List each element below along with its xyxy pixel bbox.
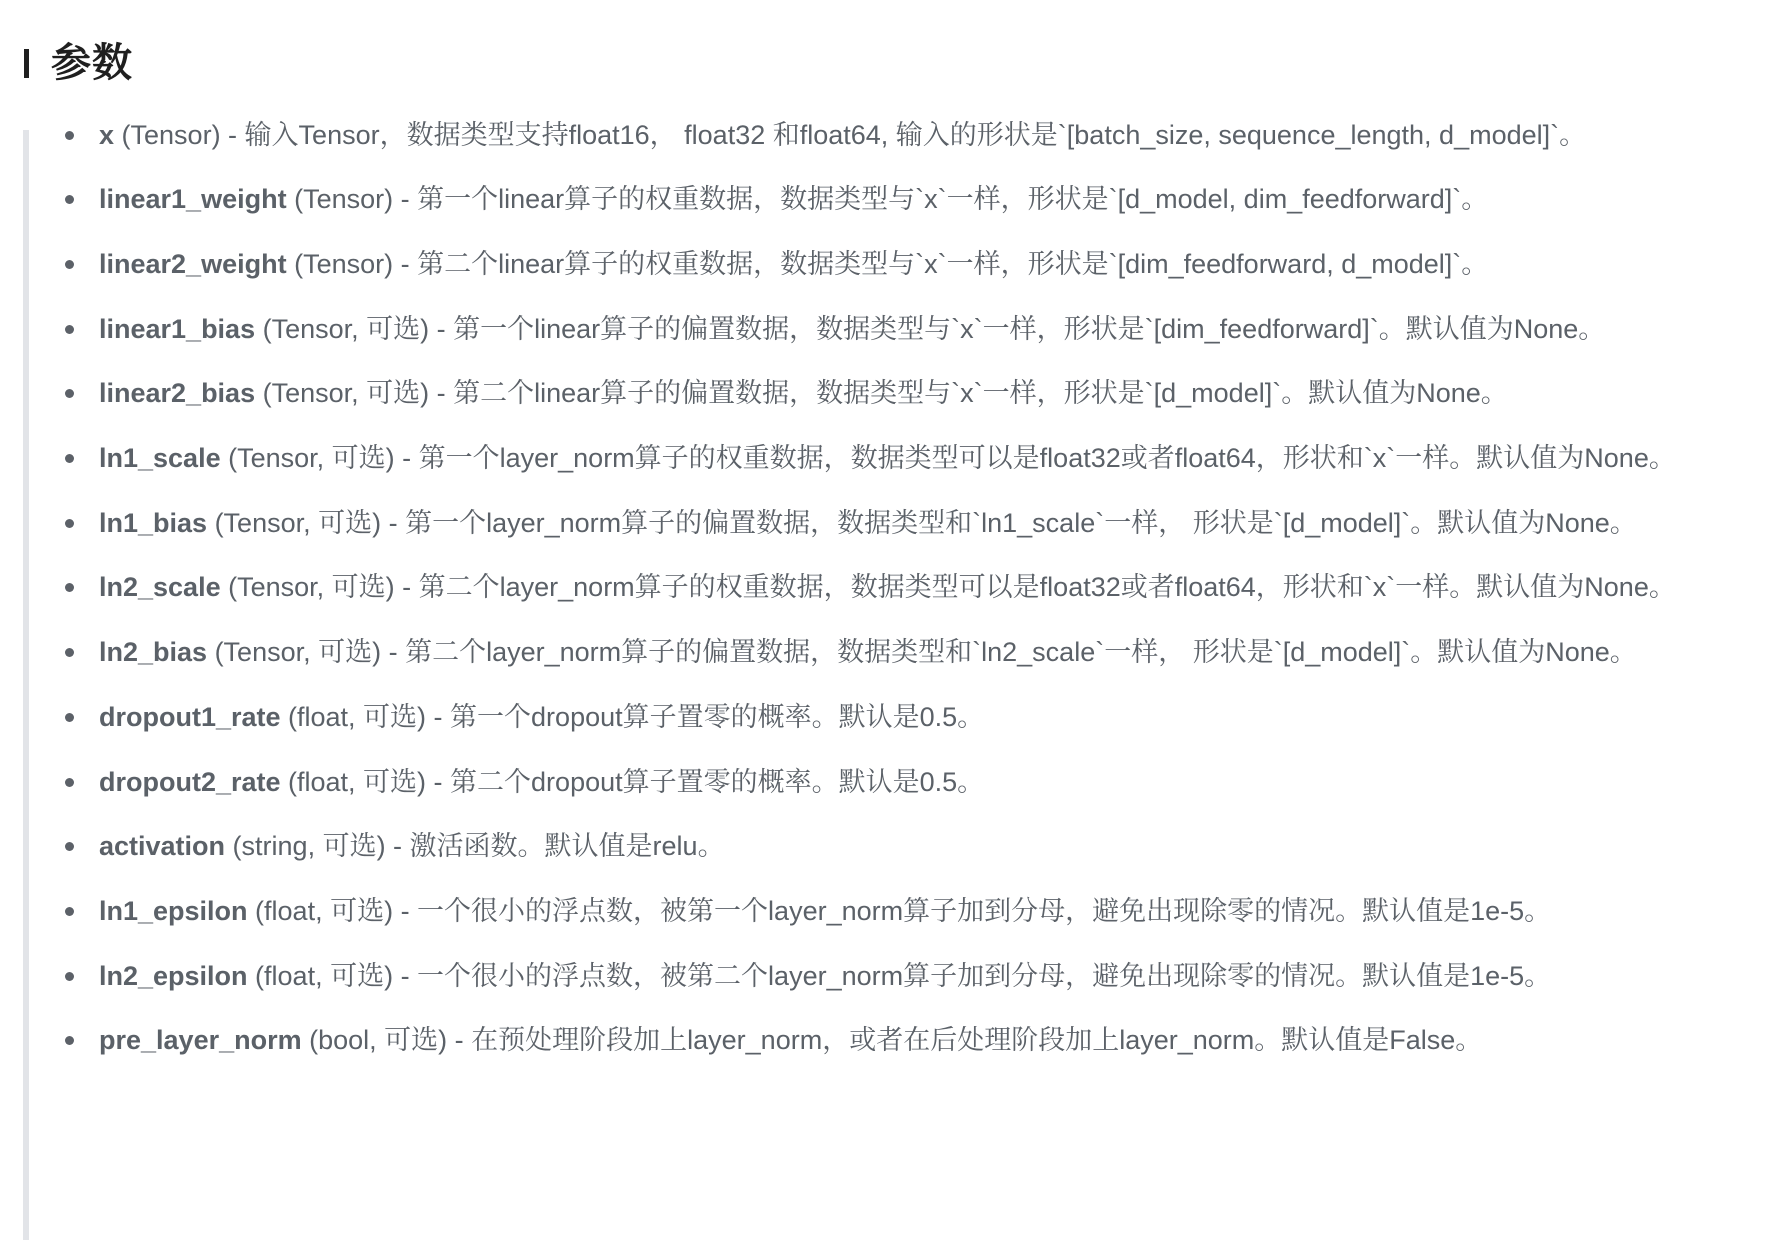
param-name: ln2_bias bbox=[99, 637, 208, 668]
param-text bbox=[99, 895, 1552, 926]
bullet-icon bbox=[65, 131, 74, 140]
bullet-icon bbox=[65, 907, 74, 916]
param-name: ln1_scale bbox=[99, 443, 221, 473]
param-description: (float, 可选) - 第二个dropout算子置零的概率。默认是0.5。 bbox=[280, 766, 985, 797]
param-name: linear1_weight bbox=[99, 184, 287, 215]
params-block bbox=[23, 119, 1789, 1240]
param-text bbox=[99, 380, 1508, 407]
param-text bbox=[99, 1027, 1482, 1054]
param-description: (Tensor) - 第一个linear算子的权重数据，数据类型与`x`一样，形状是`[d_model, dim_feedforward]`。 bbox=[286, 184, 1489, 215]
param-name: pre_layer_norm bbox=[99, 1025, 302, 1056]
param-description: (float, 可选) - 第一个dropout算子置零的概率。默认是0.5。 bbox=[280, 701, 985, 732]
param-text bbox=[99, 119, 1587, 150]
param-name: linear2_weight bbox=[99, 248, 287, 279]
param-text bbox=[99, 766, 985, 797]
param-text bbox=[99, 574, 1676, 601]
param-text bbox=[99, 701, 985, 732]
param-description: (Tensor) - 第二个linear算子的权重数据，数据类型与`x`一样，形状是`[dim_feedforward, d_model]`。 bbox=[286, 248, 1489, 279]
param-description: (bool, 可选) - 在预处理阶段加上layer_norm，或者在后处理阶段加上layer_norm。默认值是False。 bbox=[301, 1025, 1483, 1056]
bullet-icon bbox=[65, 583, 74, 592]
param-description: (Tensor, 可选) - 第一个layer_norm算子的偏置数据，数据类型和`ln1_scale`一样， 形状是`[d_model]`。默认值为None。 bbox=[207, 507, 1637, 538]
bullet-icon bbox=[65, 195, 74, 204]
bullet-icon bbox=[65, 648, 74, 657]
param-name: ln1_bias bbox=[99, 507, 208, 538]
param-text bbox=[99, 248, 1489, 279]
param-description: (Tensor, 可选) - 第二个layer_norm算子的权重数据，数据类型可以是float32或者float64，形状和`x`一样。默认值为None。 bbox=[220, 572, 1676, 603]
param-name: ln2_epsilon bbox=[99, 960, 248, 991]
param-text bbox=[99, 186, 1488, 213]
param-name: linear1_bias bbox=[99, 313, 256, 344]
section-heading bbox=[24, 38, 133, 88]
param-description: (Tensor, 可选) - 第一个linear算子的偏置数据，数据类型与`x`一样，形状是`[dim_feedforward]`。默认值为None。 bbox=[255, 313, 1606, 344]
param-text bbox=[99, 639, 1637, 666]
param-name: ln2_scale bbox=[99, 572, 221, 603]
bullet-icon bbox=[65, 1036, 74, 1045]
param-description: (Tensor, 可选) - 第二个linear算子的偏置数据，数据类型与`x`一样，形状是`[d_model]`。默认值为None。 bbox=[255, 378, 1508, 409]
param-text bbox=[99, 445, 1676, 472]
bullet-icon bbox=[65, 325, 74, 334]
param-text bbox=[99, 313, 1606, 344]
param-name: dropout2_rate bbox=[99, 766, 281, 797]
section-title: 参数 bbox=[51, 41, 133, 85]
param-description: (Tensor) - 输入Tensor，数据类型支持float16， float32 和float64, 输入的形状是`[batch_size, sequence_length, d_model]`。 bbox=[114, 119, 1587, 150]
param-name: linear2_bias bbox=[99, 378, 256, 409]
param-name: x bbox=[99, 119, 115, 150]
param-description: (string, 可选) - 激活函数。默认值是relu。 bbox=[225, 831, 725, 862]
param-name: ln1_epsilon bbox=[99, 895, 248, 926]
bullet-icon bbox=[65, 713, 74, 722]
bullet-icon bbox=[65, 972, 74, 981]
param-description: (float, 可选) - 一个很小的浮点数，被第二个layer_norm算子加到分母，避免出现除零的情况。默认值是1e-5。 bbox=[247, 960, 1552, 991]
param-name: activation bbox=[99, 831, 226, 862]
bullet-icon bbox=[65, 454, 74, 463]
bullet-icon bbox=[65, 389, 74, 398]
param-description: (Tensor, 可选) - 第一个layer_norm算子的权重数据，数据类型可以是float32或者float64，形状和`x`一样。默认值为None。 bbox=[220, 443, 1676, 473]
bullet-icon bbox=[65, 842, 74, 851]
param-text bbox=[99, 507, 1637, 538]
param-name: dropout1_rate bbox=[99, 701, 281, 732]
bullet-icon bbox=[65, 778, 74, 787]
param-text bbox=[99, 833, 725, 860]
bullet-icon bbox=[65, 260, 74, 269]
param-text bbox=[99, 960, 1552, 991]
param-description: (Tensor, 可选) - 第二个layer_norm算子的偏置数据，数据类型和`ln2_scale`一样， 形状是`[d_model]`。默认值为None。 bbox=[207, 637, 1637, 668]
heading-accent-bar bbox=[24, 49, 29, 78]
param-description: (float, 可选) - 一个很小的浮点数，被第一个layer_norm算子加到分母，避免出现除零的情况。默认值是1e-5。 bbox=[247, 895, 1552, 926]
bullet-icon bbox=[65, 519, 74, 528]
